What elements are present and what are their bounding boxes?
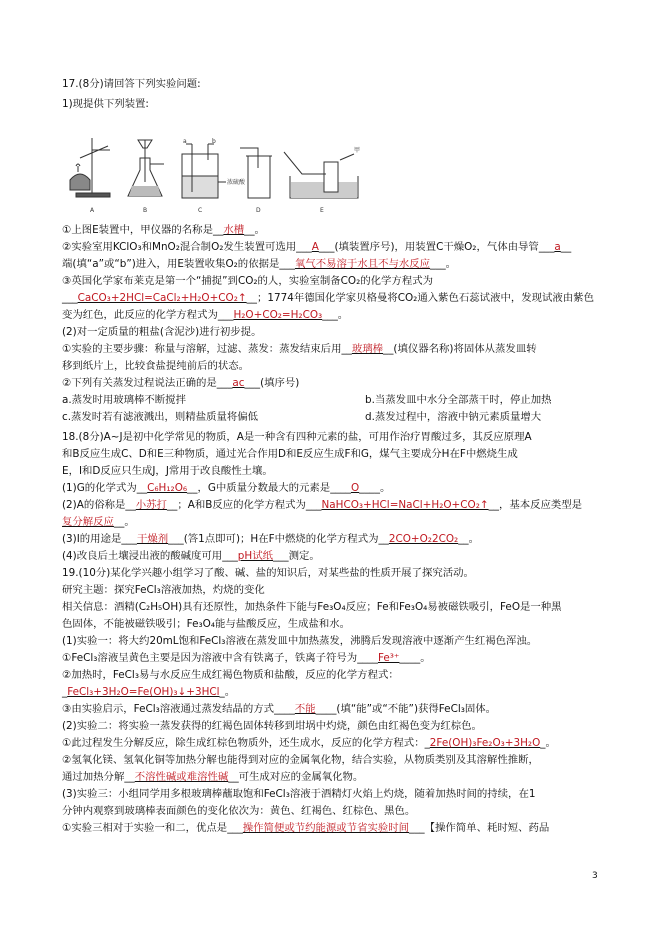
q19-line11: ①此过程发生分解反应，除生成红棕色物质外，还生成水，反应的化学方程式：_2Fe(OH)₃Fe₂O₃+3H₂O_。	[62, 737, 556, 749]
page-number: 3	[592, 871, 598, 881]
q19-line4: 色固体，不能被磁铁吸引；Fe₃O₄能与盐酸反应，生成盐和水。	[62, 618, 351, 630]
q19-line10: (2)实验二：将实验一蒸发获得的红褐色固体转移到坩埚中灼烧，颜色由红褐色变为红棕色。	[62, 720, 482, 732]
q17-line8: ①实验的主要步骤：称量与溶解，过滤、蒸发：蒸发结束后用__玻璃棒__(填仪器名称)将固体从蒸发皿转	[62, 343, 537, 355]
label-E: E	[320, 207, 324, 214]
q19-line8: _FeCl₃+3H₂O=Fe(OH)₃↓+3HCl_。	[62, 686, 236, 698]
q18-line3: E，I和D反应只生成J，J常用于改良酸性土壤。	[62, 465, 273, 477]
label-a-port: a	[183, 138, 187, 145]
label-D: D	[256, 207, 261, 214]
q19-line7: ②加热时，FeCl₃易与水反应生成红褐色物质和盐酸，反应的化学方程式：	[62, 669, 399, 681]
q17-line4: ③英国化学家布莱克是第一个“捕捉”到CO₂的人，实验室制备CO₂的化学方程式为	[62, 275, 433, 287]
label-B: B	[143, 207, 148, 214]
q19-line6: ①FeCl₃溶液呈黄色主要是因为溶液中含有铁离子，铁离子符号为____Fe³⁺____。	[62, 652, 431, 664]
q19-line15: 分钟内观察到玻璃棒表面颜色的变化依次为：黄色、红褐色、红棕色、黑色。	[62, 805, 416, 817]
option-d: d.蒸发过程中，溶液中钠元素质量增大	[365, 411, 542, 423]
label-A: A	[90, 207, 95, 214]
q17-options-cd	[62, 411, 607, 424]
label-b-port: b	[212, 138, 216, 145]
q19-line2: 研究主题：探究FeCl₃溶液加热，灼烧的变化	[62, 584, 265, 596]
q18-line2: 和B反应生成C、D和E三种物质，通过光合作用D和E反应生成F和G，煤气主要成分H在F中燃烧生成	[62, 448, 518, 460]
q17-line3: 端(填“a”或“b”)进入，用E装置收集O₂的依据是___氧气不易溶于水且不与水反应___。	[62, 258, 457, 270]
apparatus-a	[70, 138, 110, 197]
q19-line12: ②氢氧化镁、氢氧化铜等加热分解也能得到对应的金属氧化物，结合实验，从物质类别及其溶解性推断，	[62, 754, 539, 766]
q18-line4: (1)G的化学式为__C₆H₁₂O₆__，G中质量分数最大的元素是____O____。	[62, 482, 391, 494]
q17-line9: 移到纸片上，比较食盐提纯前后的状态。	[62, 360, 250, 372]
q18-line7: (3)I的用途是___干燥剂___(答1点即可)；H在F中燃烧的化学方程式为__2CO+O₂2CO₂__。	[62, 533, 479, 545]
q17-line2: ②实验室用KClO₃和MnO₂混合制O₂发生装置可选用___A___(填装置序号)，用装置C干燥O₂，气体由导管___a__	[62, 241, 572, 253]
apparatus-d	[240, 148, 272, 198]
q19-line16: ①实验三相对于实验一和二，优点是___操作简便或节约能源或节省实验时间___【操作简单、耗时短、药品	[62, 822, 550, 834]
option-c: c.蒸发时若有滤液溅出，则精盐质量将偏低	[62, 411, 259, 423]
q17-line5: ___CaCO₃+2HCl=CaCl₂+H₂O+CO₂↑__；1774年德国化学家贝格曼将CO₂通入紫色石蕊试液中，发现试液由紫色	[62, 292, 594, 304]
q18-line8: (4)改良后土壤浸出液的酸碱度可用___pH试纸___测定。	[62, 550, 320, 562]
q19-line9: ③由实验启示，FeCl₃溶液通过蒸发结晶的方式____不能____(填“能”或“不能”)获得FeCl₃固体。	[62, 703, 497, 715]
q18-line1: 18.(8分)A~J是初中化学常见的物质，A是一种含有四种元素的盐，可用作治疗胃酸过多，其反应原理A	[62, 431, 532, 443]
q19-line1: 19.(10分)某化学兴趣小组学习了酸、碱、盐的知识后，对某些盐的性质开展了探究活动。	[62, 567, 474, 579]
apparatus-e	[284, 152, 358, 198]
q17-line6: 变为红色，此反应的化学方程式为___H₂O+CO₂=H₂CO₃___。	[62, 309, 349, 321]
q19-line3: 相关信息：酒精(C₂H₅OH)具有还原性，加热条件下能与Fe₃O₄反应；Fe和Fe₃O₄易被磁铁吸引，FeO是一种黑	[62, 601, 562, 613]
q17-options-ab	[62, 394, 607, 407]
q17-line10: ②下列有关蒸发过程说法正确的是___ac___(填序号)	[62, 377, 300, 389]
label-acid: 浓硫酸	[227, 179, 246, 186]
apparatus-b	[128, 140, 164, 196]
q18-line6: 复分解反应__。	[62, 516, 135, 528]
label-C: C	[198, 207, 203, 214]
q17-line7: (2)对一定质量的粗盐(含泥沙)进行初步提。	[62, 326, 262, 338]
q17-line1: ①上图E装置中，甲仪器的名称是__水槽__。	[62, 224, 265, 236]
q17-sub1: 1)现提供下列装置:	[62, 98, 149, 110]
q19-line13: 通过加热分解__不溶性碱或难溶性碱__可生成对应的金属氧化物。	[62, 771, 364, 783]
q18-line5: (2)A的俗称是__小苏打__；A和B反应的化学方程式为___NaHCO₃+HCl=NaCl+H₂O+CO₂↑__，基本反应类型是	[62, 499, 583, 511]
q19-line14: (3)实验三：小组同学用多根玻璃棒蘸取饱和FeCl₃溶液于酒精灯火焰上灼烧，随着加热时间的持续，在1	[62, 788, 536, 800]
apparatus-figure	[62, 136, 362, 216]
label-jia: 甲	[354, 147, 361, 154]
option-a: a.蒸发时用玻璃棒不断搅拌	[62, 394, 186, 406]
apparatus-c	[182, 144, 226, 198]
option-b: b.当蒸发皿中水分全部蒸干时，停止加热	[365, 394, 552, 406]
q19-line5: (1)实验一：将大约20mL饱和FeCl₃溶液在蒸发皿中加热蒸发，沸腾后发现溶液中逐渐产生红褐色浑浊。	[62, 635, 538, 647]
q17-header: 17.(8分)请回答下列实验问题:	[62, 78, 201, 90]
